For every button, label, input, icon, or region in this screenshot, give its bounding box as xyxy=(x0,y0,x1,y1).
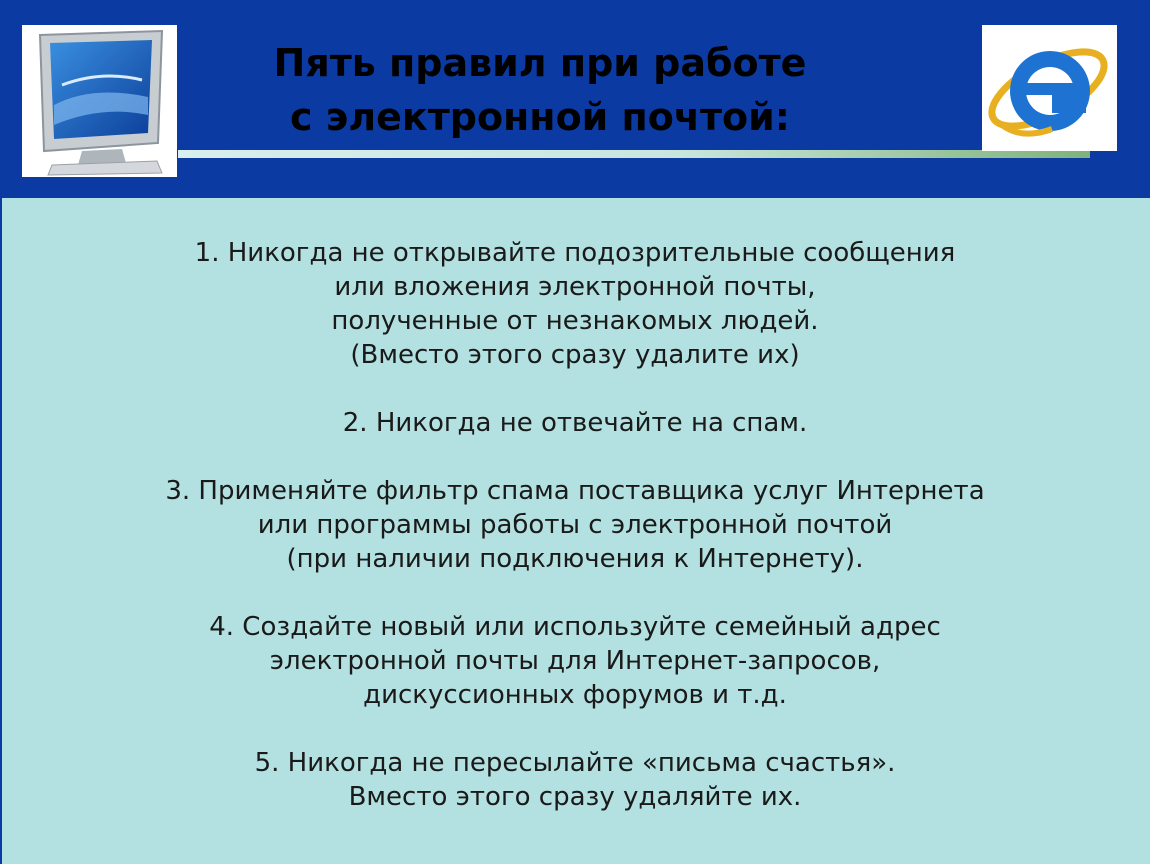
monitor-icon xyxy=(22,25,177,177)
rule-line: 1. Никогда не открывайте подозрительные сообщения xyxy=(194,238,956,268)
rule-line: или программы работы с электронной почтой xyxy=(257,510,893,540)
title-line-2: с электронной почтой: xyxy=(290,95,790,139)
rule-line: 4. Создайте новый или используйте семейный адрес xyxy=(209,612,941,642)
rule-line: (при наличии подключения к Интернету). xyxy=(286,544,864,574)
internet-explorer-icon xyxy=(982,25,1117,151)
slide-title xyxy=(180,36,900,144)
rule-line: 3. Применяйте фильтр спама поставщика услуг Интернета xyxy=(165,476,985,506)
rule-line: Вместо этого сразу удаляйте их. xyxy=(348,782,802,812)
rule-line: электронной почты для Интернет-запросов, xyxy=(269,646,881,676)
header-banner xyxy=(0,0,1150,198)
rule-4 xyxy=(0,610,1150,712)
rule-line: дискуссионных форумов и т.д. xyxy=(363,680,787,710)
rule-line: (Вместо этого сразу удалите их) xyxy=(350,340,800,370)
title-line-1: Пять правил при работе xyxy=(273,41,807,85)
rule-1 xyxy=(0,236,1150,372)
rule-2 xyxy=(0,406,1150,440)
rule-line: 2. Никогда не отвечайте на спам. xyxy=(342,408,808,438)
header-divider xyxy=(178,150,1090,158)
rule-line: 5. Никогда не пересылайте «письма счастья». xyxy=(254,748,896,778)
rules-list xyxy=(0,236,1150,848)
rule-3 xyxy=(0,474,1150,576)
rule-line: или вложения электронной почты, xyxy=(334,272,816,302)
rule-5 xyxy=(0,746,1150,814)
rule-line: полученные от незнакомых людей. xyxy=(331,306,819,336)
